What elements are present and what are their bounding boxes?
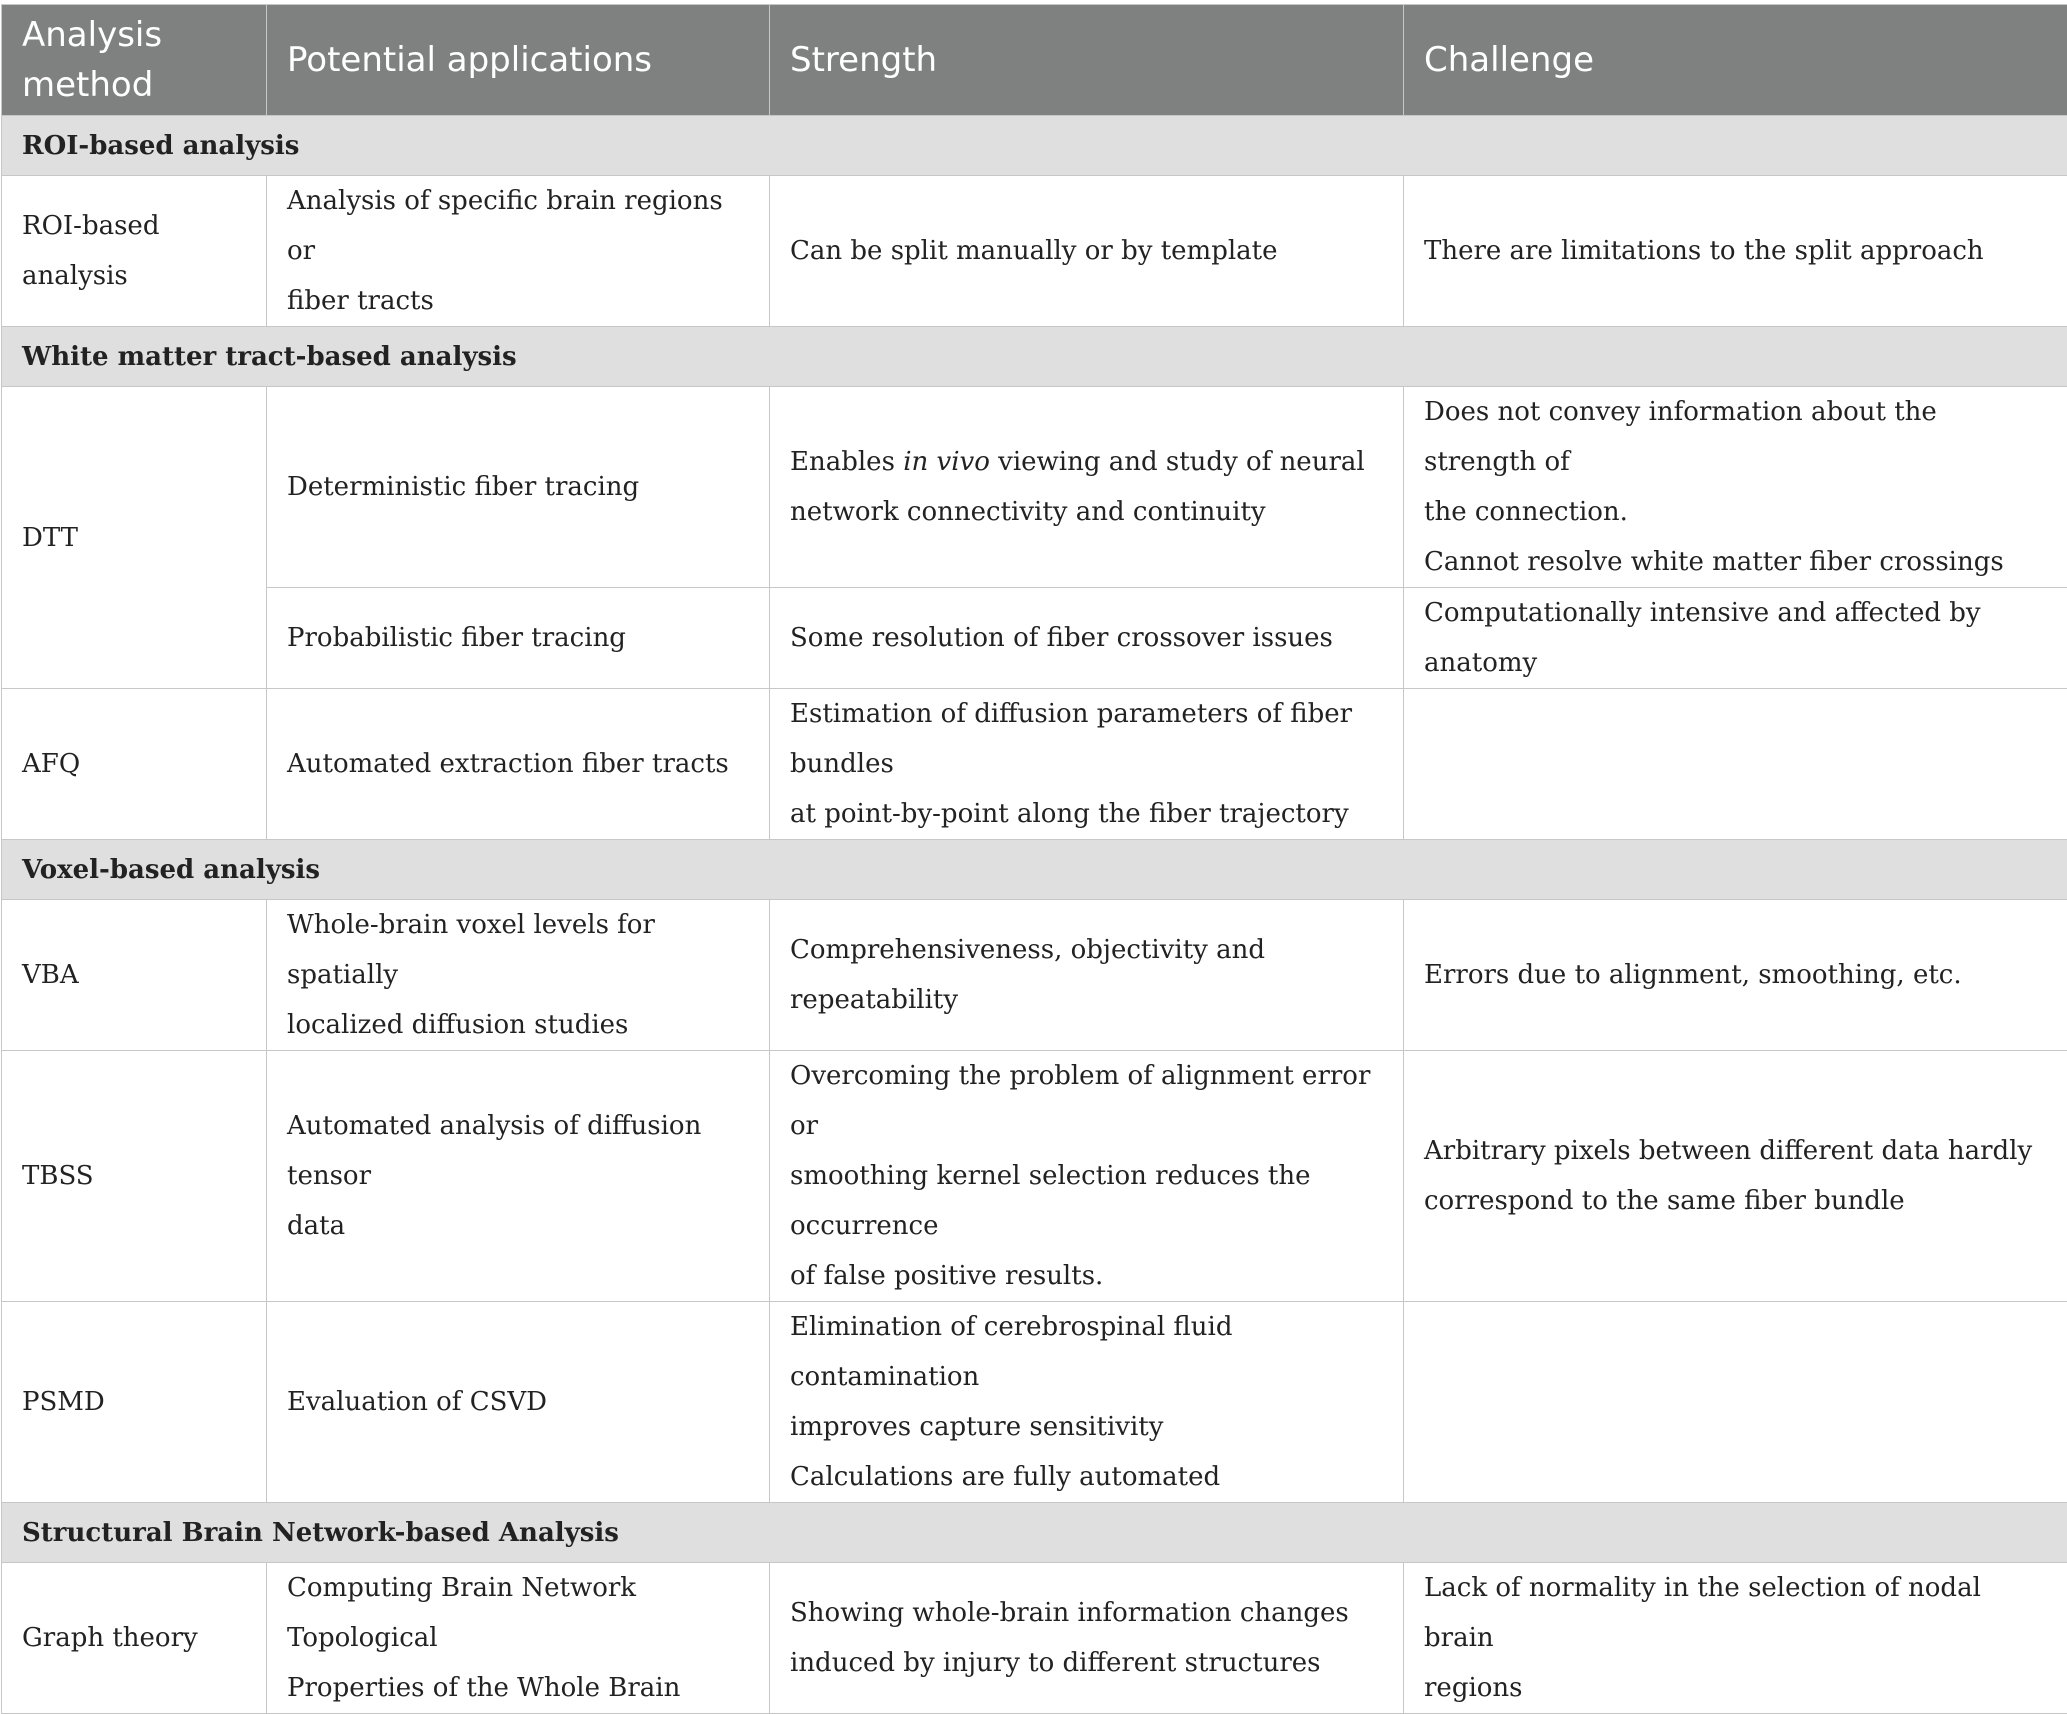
section-title-roi: ROI-based analysis	[2, 116, 2067, 176]
cell-method-afq: AFQ	[2, 689, 267, 840]
strength-tbss-line1: Overcoming the problem of alignment error or	[790, 1051, 1383, 1151]
section-title-white-matter: White matter tract-based analysis	[2, 327, 2067, 387]
header-row	[2, 5, 2067, 116]
strength-psmd-line2: improves capture sensitivity	[790, 1402, 1383, 1452]
cell-challenge-dtt-probabilistic: Computationally intensive and affected by anatomy	[1404, 588, 2067, 689]
cell-challenge-tbss	[1404, 1051, 2067, 1302]
cell-application-psmd: Evaluation of CSVD	[267, 1302, 770, 1503]
table-row-afq	[2, 689, 2067, 840]
cell-challenge-afq	[1404, 689, 2067, 840]
application-tbss-line2: data	[287, 1201, 749, 1251]
cell-method-psmd: PSMD	[2, 1302, 267, 1503]
table-row-tbss	[2, 1051, 2067, 1302]
cell-challenge-roi: There are limitations to the split approach	[1404, 176, 2067, 327]
cell-strength-tbss	[770, 1051, 1404, 1302]
table-row-roi	[2, 176, 2067, 327]
challenge-dtt-line2: the connection.	[1424, 487, 2047, 537]
cell-strength-dtt	[770, 387, 1404, 588]
cell-method-tbss: TBSS	[2, 1051, 267, 1302]
strength-dtt-line1	[790, 437, 1383, 487]
header-challenge: Challenge	[1404, 5, 2067, 116]
application-roi-line2: fiber tracts	[287, 276, 749, 326]
challenge-graph-line1: Lack of normality in the selection of nodal brain	[1424, 1563, 2047, 1663]
strength-psmd-line3: Calculations are fully automated	[790, 1452, 1383, 1502]
challenge-dtt-line3: Cannot resolve white matter fiber crossings	[1424, 537, 2047, 587]
cell-strength-dtt-probabilistic: Some resolution of fiber crossover issues	[770, 588, 1404, 689]
strength-dtt-pre: Enables	[790, 447, 903, 477]
cell-application-dtt-probabilistic: Probabilistic fiber tracing	[267, 588, 770, 689]
application-tbss-line1: Automated analysis of diffusion tensor	[287, 1101, 749, 1201]
cell-challenge-graph-theory	[1404, 1563, 2067, 1714]
application-graph-line2: Properties of the Whole Brain	[287, 1663, 749, 1713]
challenge-tbss-line1: Arbitrary pixels between different data hardly	[1424, 1126, 2047, 1176]
challenge-tbss-line2: correspond to the same fiber bundle	[1424, 1176, 2047, 1226]
section-row-roi	[2, 116, 2067, 176]
header-analysis-method-line1: Analysis	[22, 10, 246, 60]
header-analysis-method-line2: method	[22, 60, 246, 110]
cell-method-vba: VBA	[2, 900, 267, 1051]
strength-tbss-line2: smoothing kernel selection reduces the occurrence	[790, 1151, 1383, 1251]
table-row-vba	[2, 900, 2067, 1051]
header-potential-applications: Potential applications	[267, 5, 770, 116]
cell-application-tbss	[267, 1051, 770, 1302]
section-row-voxel	[2, 840, 2067, 900]
table-row-dtt-probabilistic	[2, 588, 2067, 689]
cell-application-graph-theory	[267, 1563, 770, 1714]
cell-application-dtt: Deterministic fiber tracing	[267, 387, 770, 588]
strength-dtt-post: viewing and study of neural	[990, 447, 1365, 477]
strength-graph-line2: induced by injury to different structures	[790, 1638, 1383, 1688]
application-roi-line1: Analysis of specific brain regions or	[287, 176, 749, 276]
strength-dtt-italic: in vivo	[903, 447, 990, 477]
challenge-dtt-line1: Does not convey information about the strength of	[1424, 387, 2047, 487]
cell-challenge-dtt	[1404, 387, 2067, 588]
section-row-white-matter	[2, 327, 2067, 387]
strength-afq-line1: Estimation of diffusion parameters of fiber bundles	[790, 689, 1383, 789]
strength-dtt-line2: network connectivity and continuity	[790, 487, 1383, 537]
cell-strength-afq	[770, 689, 1404, 840]
section-title-voxel: Voxel-based analysis	[2, 840, 2067, 900]
cell-challenge-psmd	[1404, 1302, 2067, 1503]
cell-strength-graph-theory	[770, 1563, 1404, 1714]
cell-strength-psmd	[770, 1302, 1404, 1503]
application-vba-line1: Whole-brain voxel levels for spatially	[287, 900, 749, 1000]
strength-graph-line1: Showing whole-brain information changes	[790, 1588, 1383, 1638]
cell-method-roi: ROI-based analysis	[2, 176, 267, 327]
cell-method-dtt: DTT	[2, 387, 267, 689]
table-row-graph-theory	[2, 1563, 2067, 1714]
cell-challenge-vba: Errors due to alignment, smoothing, etc.	[1404, 900, 2067, 1051]
header-analysis-method	[2, 5, 267, 116]
cell-application-afq: Automated extraction fiber tracts	[267, 689, 770, 840]
section-row-network	[2, 1503, 2067, 1563]
cell-strength-vba: Comprehensiveness, objectivity and repeatability	[770, 900, 1404, 1051]
header-strength: Strength	[770, 5, 1404, 116]
cell-application-vba	[267, 900, 770, 1051]
cell-strength-roi: Can be split manually or by template	[770, 176, 1404, 327]
challenge-graph-line2: regions	[1424, 1663, 2047, 1713]
application-graph-line1: Computing Brain Network Topological	[287, 1563, 749, 1663]
strength-tbss-line3: of false positive results.	[790, 1251, 1383, 1301]
cell-method-graph-theory: Graph theory	[2, 1563, 267, 1714]
application-vba-line2: localized diffusion studies	[287, 1000, 749, 1050]
strength-psmd-line1: Elimination of cerebrospinal fluid contamination	[790, 1302, 1383, 1402]
analysis-methods-table	[1, 4, 2067, 1714]
strength-afq-line2: at point-by-point along the fiber trajectory	[790, 789, 1383, 839]
table-row-psmd	[2, 1302, 2067, 1503]
cell-application-roi	[267, 176, 770, 327]
section-title-network: Structural Brain Network-based Analysis	[2, 1503, 2067, 1563]
table-row-dtt	[2, 387, 2067, 588]
